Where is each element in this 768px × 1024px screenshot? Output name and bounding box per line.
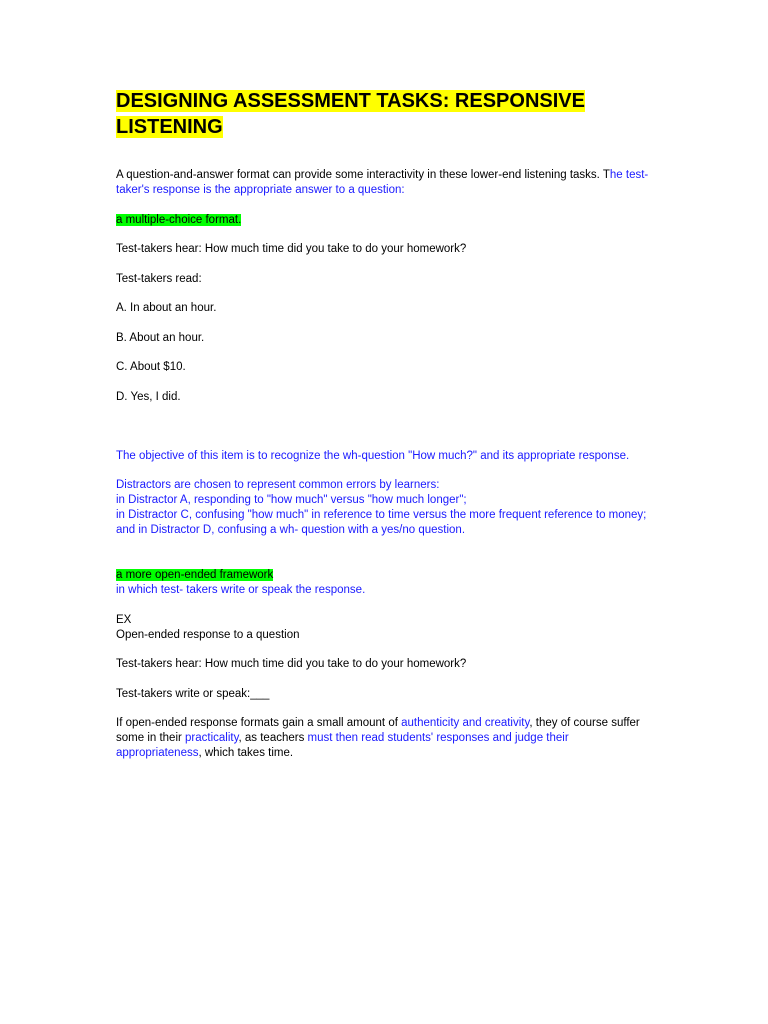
open-hear-line: Test-takers hear: How much time did you take to do your homework?: [116, 658, 467, 670]
open-write-line: Test-takers write or speak:___: [116, 687, 270, 700]
example-block: [116, 613, 656, 643]
example-label: EX: [116, 613, 132, 626]
intro-paragraph: [116, 168, 656, 198]
open-ended-description: in which test- takers write or speak the response.: [116, 584, 366, 596]
open-ended-block: [116, 568, 656, 598]
option-c: C. About $10.: [116, 361, 186, 373]
conclusion-paragraph: [116, 716, 656, 761]
intro-text: A question-and-answer format can provide some interactivity in these lower-end listening tasks. T: [116, 169, 610, 181]
example-title: Open-ended response to a question: [116, 628, 300, 641]
document-page: [116, 88, 656, 761]
conclusion-practicality: practicality: [185, 732, 239, 744]
title-line-1: DESIGNING ASSESSMENT TASKS: RESPONSIVE: [116, 90, 585, 112]
distractor-a: in Distractor A, responding to "how much" versus "how much longer";: [116, 494, 467, 506]
intro-highlight-text: he test-taker's response is the appropriate answer to a question:: [116, 169, 649, 196]
option-d: D. Yes, I did.: [116, 390, 181, 403]
distractors-block: [116, 478, 656, 538]
conclusion-text-4: , which takes time.: [198, 747, 294, 759]
distractors-intro: Distractors are chosen to represent common errors by learners:: [116, 479, 440, 491]
option-a: A. In about an hour.: [116, 302, 217, 314]
conclusion-text-3: , as teachers: [238, 732, 308, 744]
conclusion-teachers: must then read students' responses and judge their appropriateness: [116, 732, 569, 759]
objective-paragraph: The objective of this item is to recognize the wh-question "How much?" and its appropriate response.: [116, 449, 630, 462]
distractor-c: in Distractor C, confusing "how much" in reference to time versus the more frequent reference to money;: [116, 509, 647, 521]
mc-read-line: Test-takers read:: [116, 272, 202, 285]
option-b: B. About an hour.: [116, 331, 205, 344]
mc-hear-line: Test-takers hear: How much time did you take to do your homework?: [116, 243, 467, 255]
open-ended-highlight: a more open-ended framework: [116, 569, 274, 581]
conclusion-text-2: , they of course suffer some in their: [116, 717, 640, 744]
title-line-2: LISTENING: [116, 116, 223, 138]
distractor-d: and in Distractor D, confusing a wh- question with a yes/no question.: [116, 524, 466, 536]
page-title: [116, 88, 656, 140]
mc-format-highlight: a multiple-choice format.: [116, 213, 242, 226]
conclusion-text-1: If open-ended response formats gain a small amount of: [116, 717, 402, 729]
conclusion-authenticity: authenticity and creativity: [401, 717, 530, 729]
mc-format-label: [116, 213, 656, 228]
